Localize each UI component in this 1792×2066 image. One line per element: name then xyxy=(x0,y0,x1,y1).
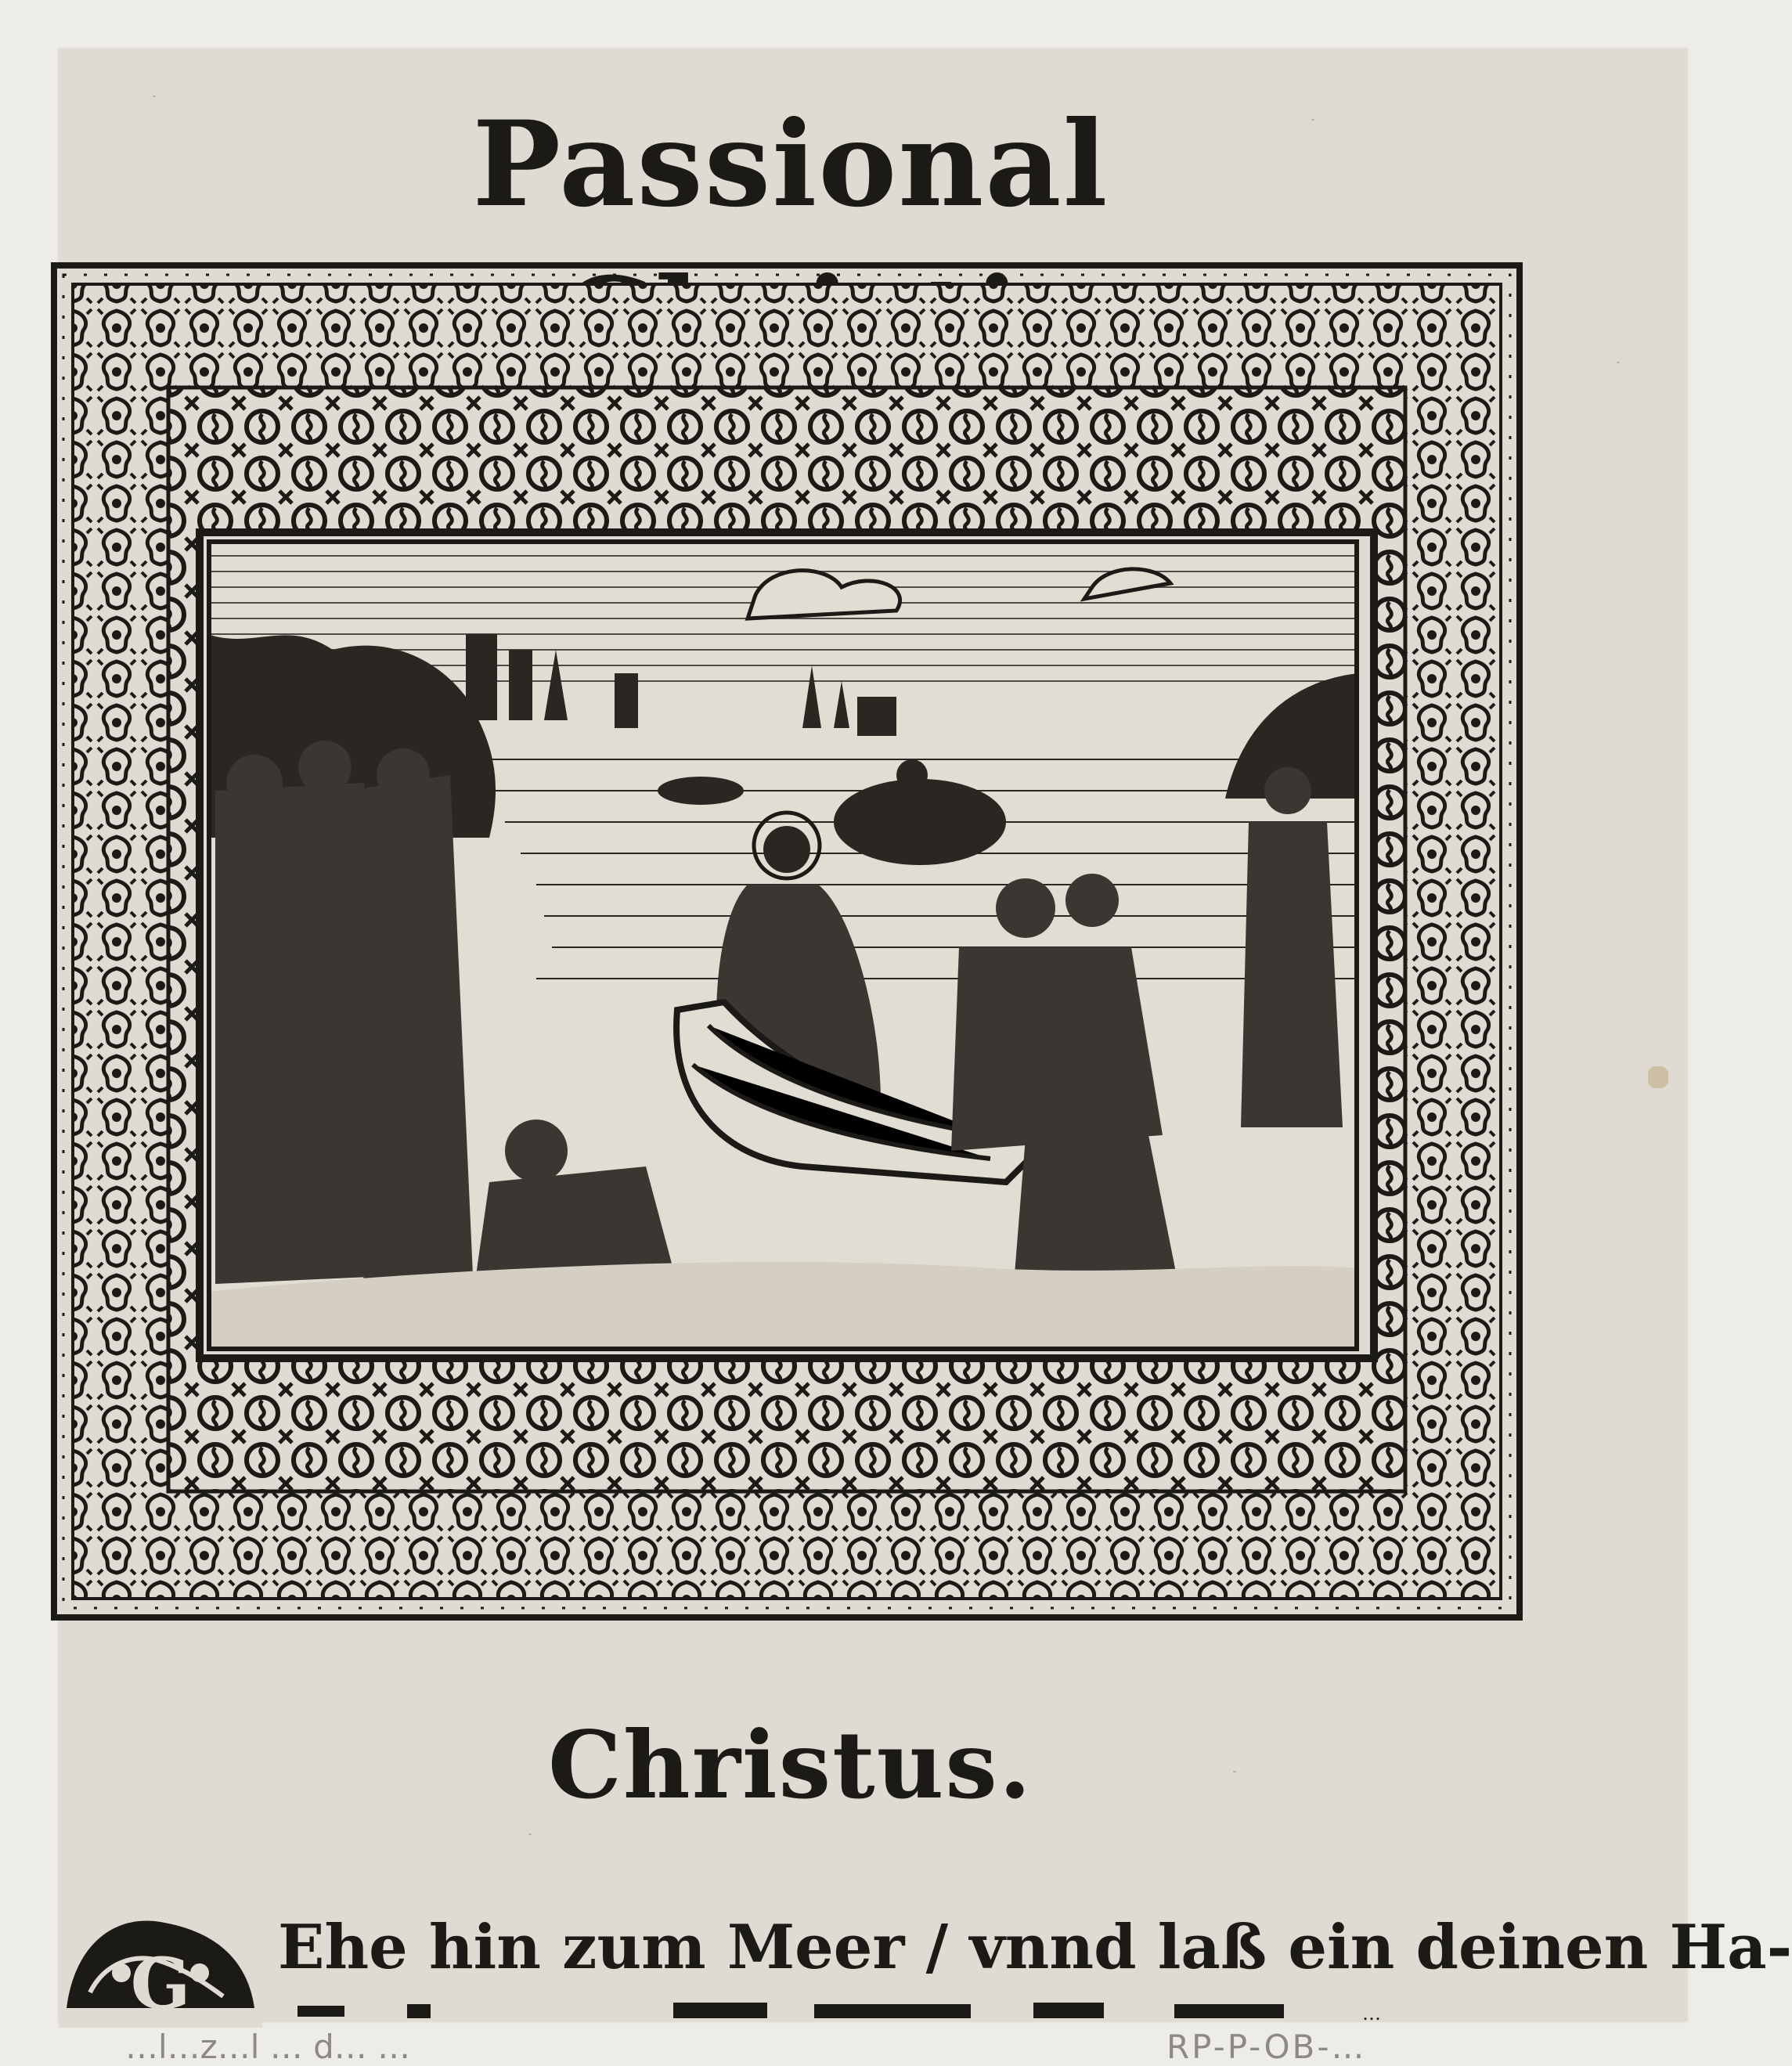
left-group xyxy=(215,741,474,1292)
svg-text:…: … xyxy=(1362,2003,1381,2025)
woodcut-illustration xyxy=(207,540,1358,1350)
section-heading: Christus. xyxy=(548,1711,1033,1819)
cut-off-text-line xyxy=(266,1996,1519,2028)
svg-text:G: G xyxy=(130,1942,191,2025)
inventory-number: RP-P-OB-… xyxy=(1166,2028,1367,2066)
decorated-initial-icon xyxy=(59,1898,262,2028)
page-title: Passional xyxy=(472,96,1109,233)
verse-line: Ehe hin zum Meer / vnnd laß ein deinen Ha- xyxy=(278,1912,1792,1983)
pencil-annotation: …l…z…l … d… … xyxy=(125,2028,411,2066)
